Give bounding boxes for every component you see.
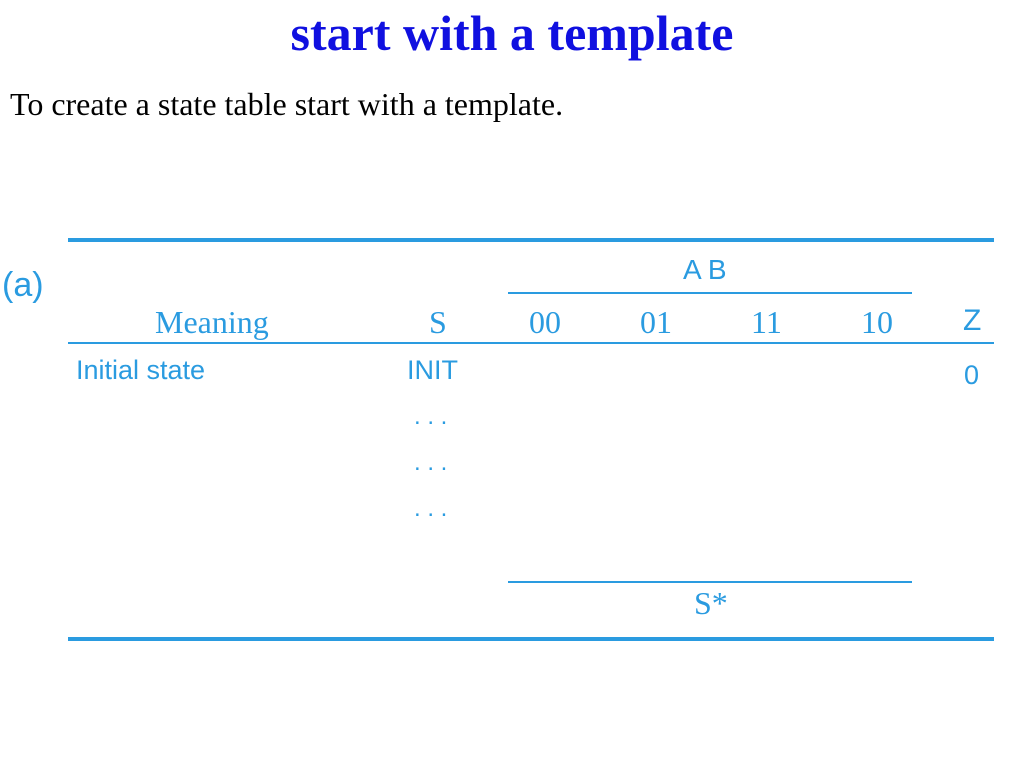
input-group-rule bbox=[508, 292, 912, 294]
row-1-state: . . . bbox=[414, 403, 448, 430]
next-state-label: S* bbox=[694, 585, 728, 621]
meaning-header: Meaning bbox=[155, 304, 269, 340]
slide-body-text: To create a state table start with a template. bbox=[10, 86, 564, 122]
input-col-11: 11 bbox=[751, 304, 782, 340]
input-col-01: 01 bbox=[640, 304, 672, 340]
slide-title: start with a template bbox=[290, 5, 734, 61]
input-col-10: 10 bbox=[861, 304, 893, 340]
bottom-rule bbox=[68, 637, 994, 641]
top-rule bbox=[68, 238, 994, 242]
state-header: S bbox=[429, 304, 447, 340]
output-header: Z bbox=[963, 304, 982, 337]
row-0-output: 0 bbox=[964, 360, 980, 390]
input-col-00: 00 bbox=[529, 304, 561, 340]
row-2-state: . . . bbox=[414, 449, 448, 476]
panel-label: (a) bbox=[2, 266, 44, 304]
next-state-rule bbox=[508, 581, 912, 583]
row-0-meaning: Initial state bbox=[76, 355, 206, 385]
input-group-header: A B bbox=[683, 254, 727, 285]
row-0-state: INIT bbox=[407, 355, 458, 385]
row-3-state: . . . bbox=[414, 495, 448, 522]
header-rule bbox=[68, 342, 994, 344]
